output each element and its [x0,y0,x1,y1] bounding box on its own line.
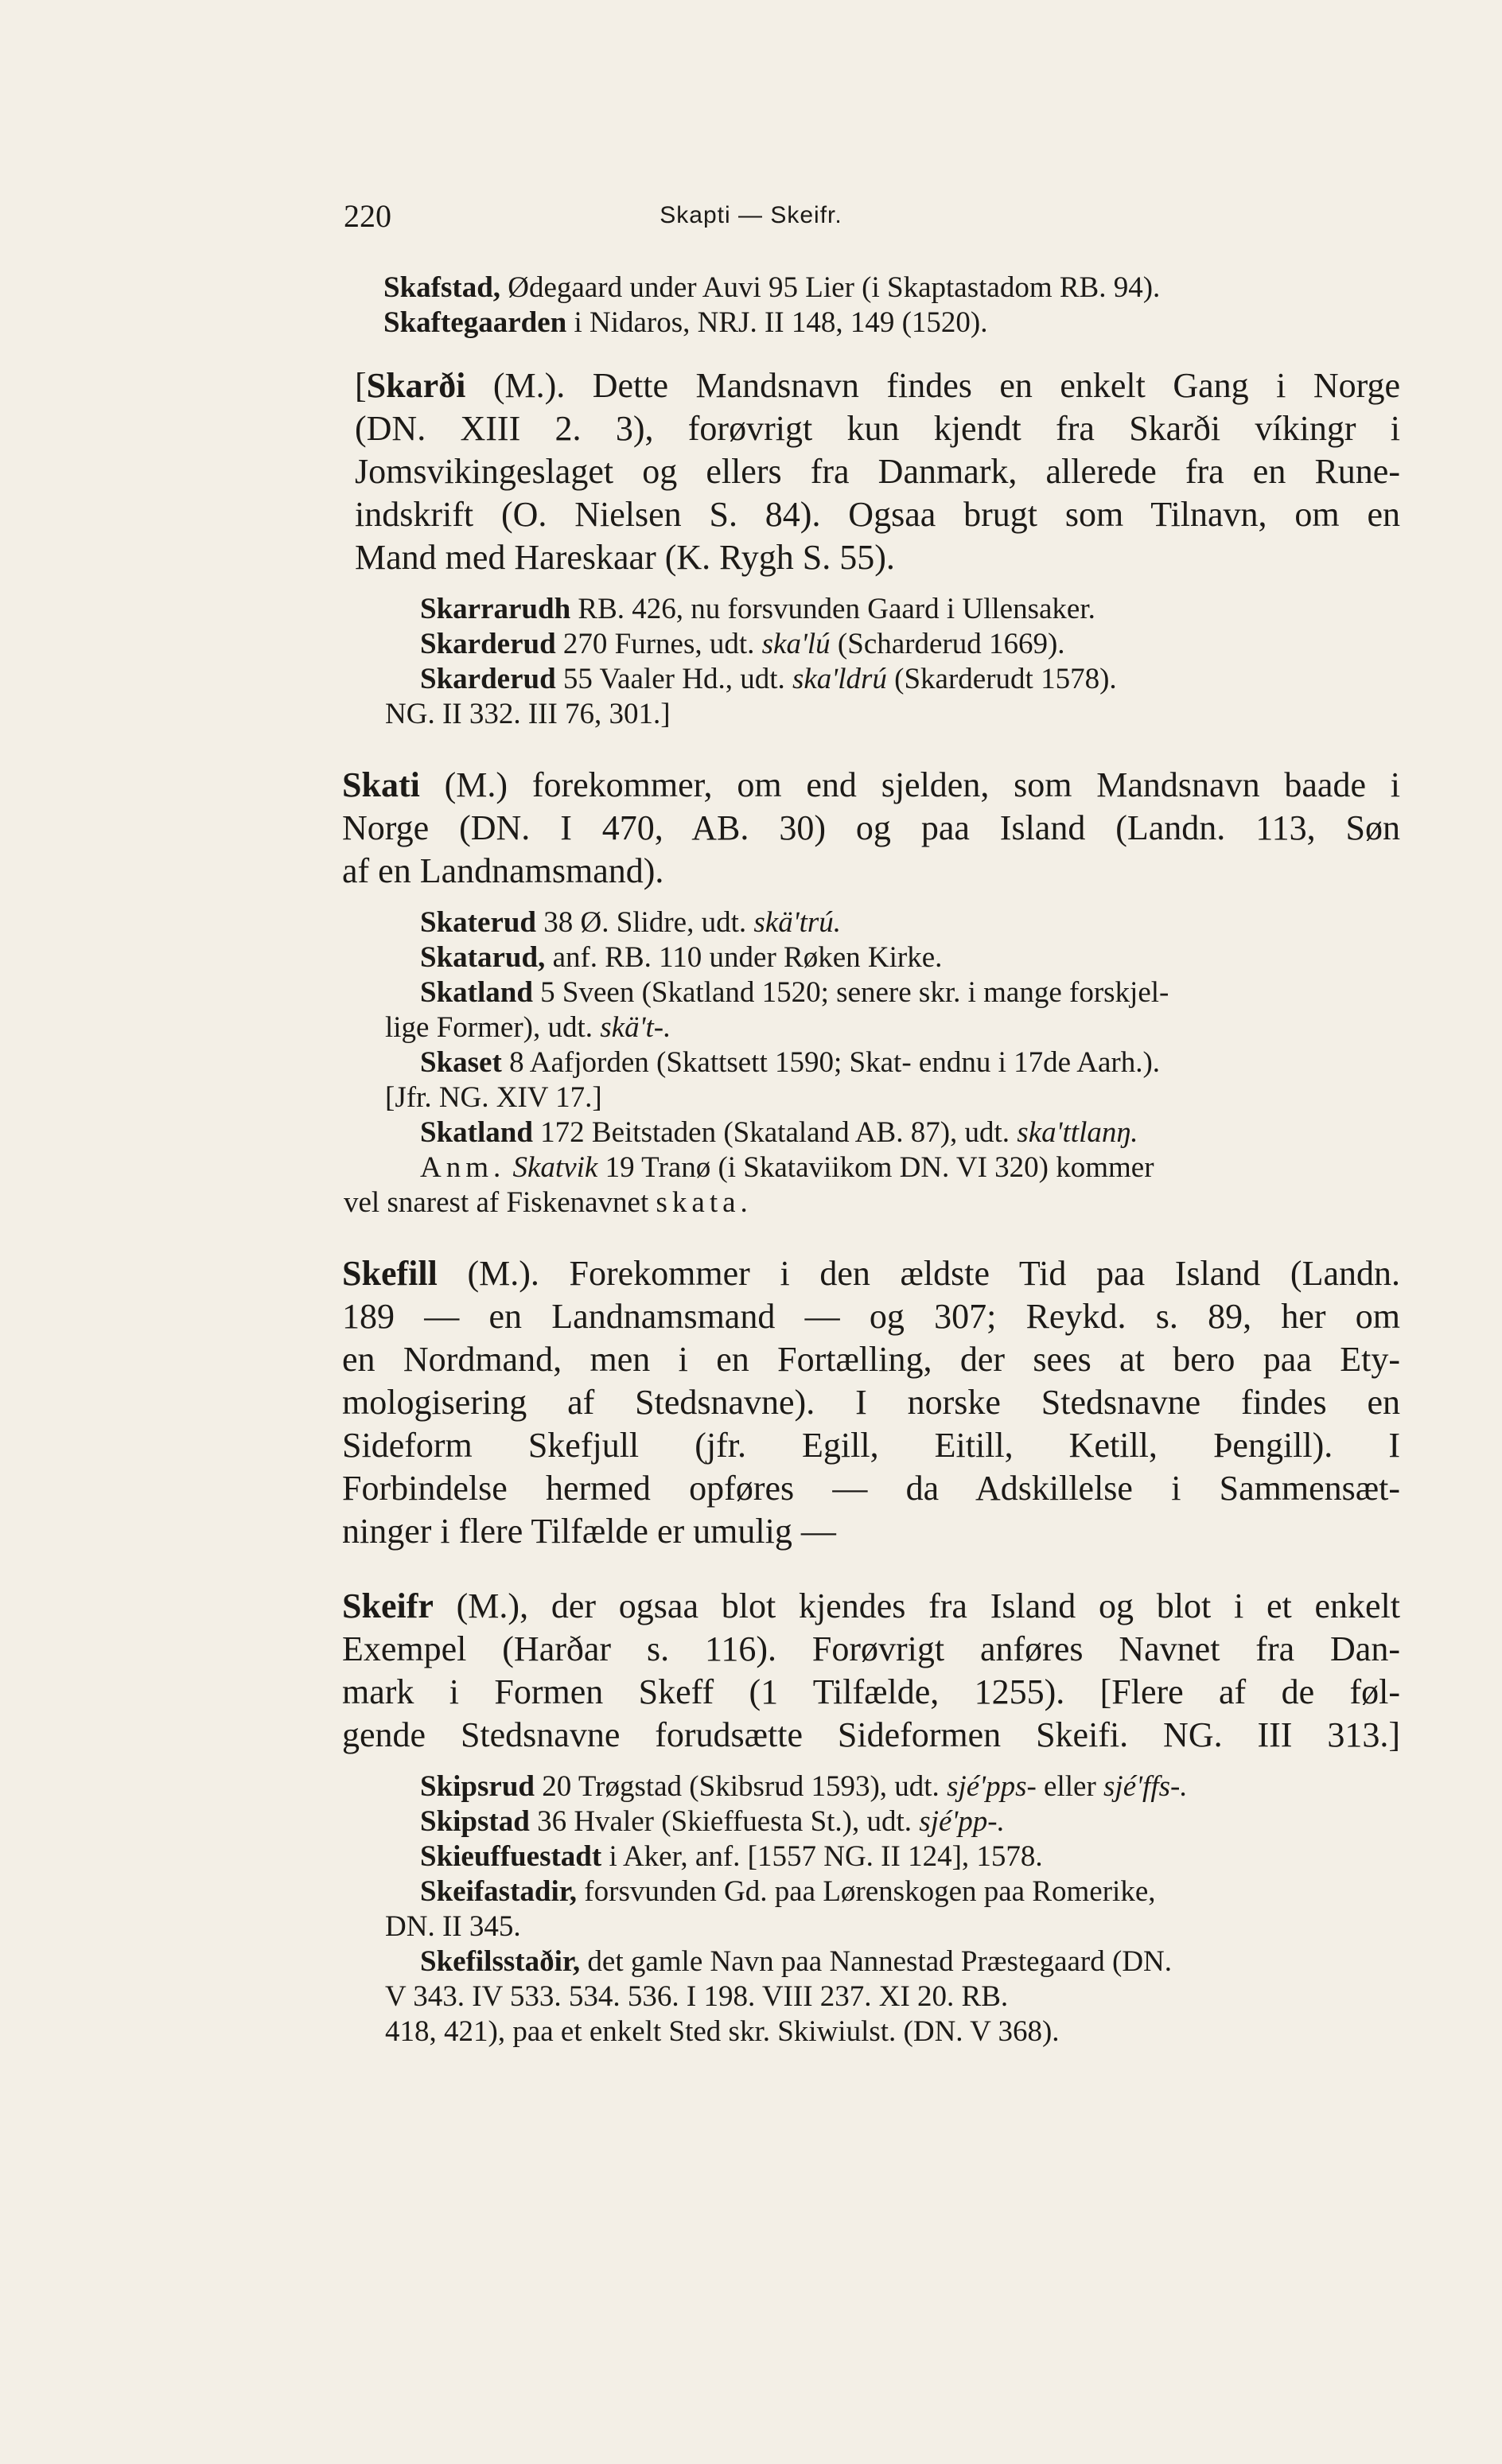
headword: Skefill [342,1254,438,1293]
entry-skeifastadir: Skeifastadir, forsvunden Gd. paa Lørenskogen paa Romerike, [420,1875,1156,1908]
headword: Skatland [420,1116,533,1149]
entry-skipsrud: Skipsrud 20 Trøgstad (Skibsrud 1593), udt. sjéʹpps- eller sjéʹffs-. [420,1770,1188,1803]
headword: Skatland [420,976,533,1009]
entry-skarderud-vaaler: Skarderud 55 Vaaler Hd., udt. skaʹldrú (Skarderudt 1578). [420,663,1117,695]
main-text [342,271,1400,2049]
headword: Skipstad [420,1805,530,1838]
pronunciation: sjéʹpps- [947,1770,1037,1803]
headword: Skarderud [420,663,556,695]
entry-skaterud: Skaterud 38 Ø. Slidre, udt. skäʹtrú. [420,906,842,939]
entry-skefilsstadir: Skefilsstaðir, det gamle Navn paa Nannestad Præstegaard (DN. [420,1945,1173,1978]
entry-skefill: Skefill (M.). Forekommer i den ældste Tid paa Island (Landn. 189 — en Landnamsmand — og 307; Reykd. s. 89, her om en Nordmand, men i en Fortælling, der sees at bero paa Ety- mologisering af Stedsnavne). I norske Stedsnavne findes en Sideform Skefjull (jfr. Egill, Eitill, Ketill, Þengill). I Forbindelse hermed opføres — da Adskillelse i Sammensæt- ninger i flere Tilfælde er umulig — [342,1254,1400,1551]
pronunciation: sjéʹpp-. [919,1805,1005,1838]
headword: Skipsrud [420,1770,535,1803]
pronunciation: sjéʹffs-. [1103,1770,1188,1803]
pronunciation: skaʹldrú [792,663,887,695]
headword: Skieuffuestadt [420,1840,602,1873]
pronunciation: Skatvik [512,1151,598,1184]
entry-skati: Skati (M.) forekommer, om end sjelden, som Mandsnavn baade i Norge (DN. I 470, AB. 30) og paa Island (Landn. 113, Søn af en Landnamsmand). [342,765,1400,890]
headword: Skarði [366,366,466,405]
headword: Skarderud [420,628,556,660]
running-head: Skapti — Skeifr. [660,202,842,228]
pronunciation: skäʹt-. [600,1011,671,1044]
headword: Skafstad, [383,271,501,304]
headword: Skatarud, [420,941,546,974]
pronunciation: skaʹttlanŋ. [1017,1116,1138,1149]
entry-anm: Anm. Skatvik 19 Tranø (i Skataviikom DN. VI 320) kommer [420,1151,1154,1184]
headword: Skati [342,765,420,804]
page-header [0,197,1502,245]
entry-skafstad: Skafstad, Ødegaard under Auvi 95 Lier (i Skaptastadom RB. 94). [383,271,1161,304]
entry-skatland-beitstaden: Skatland 172 Beitstaden (Skataland AB. 87), udt. skaʹttlanŋ. [420,1116,1138,1149]
entry-block-skipsrud: Skipsrud 20 Trøgstad (Skibsrud 1593), udt. sjéʹpps- eller sjéʹffs-. Skipstad 36 Hvaler (Skieffuesta St.), udt. sjéʹpp-. Skieuffuestadt i Aker, anf. [1557 NG. II 124], 1578. Skeifastadir, forsvunden Gd. paa Lørenskogen paa Romerike, DN. II 345. Skefilsstaðir, det gamle Navn paa Nannestad Præstegaard (DN. V 343. IV 533. 534. 536. I 198. VIII 237. XI 20. RB. 418, 421), paa et enkelt Sted skr. Skiwiulst. (DN. V 368). [342,1769,1400,2049]
headword: Skefilsstaðir, [420,1945,581,1978]
headword: Skaftegaarden [383,306,567,339]
headword: Skeifr [342,1586,434,1625]
entry-skaftegaarden: Skaftegaarden i Nidaros, NRJ. II 148, 149 (1520). [383,306,988,339]
entry-skipstad: Skipstad 36 Hvaler (Skieffuesta St.), udt. sjéʹpp-. [420,1805,1005,1838]
headword: Skeifastadir, [420,1875,578,1908]
headword: Skarrarudh [420,593,571,625]
entry-skarrarudh: Skarrarudh RB. 426, nu forsvunden Gaard i Ullensaker. [420,593,1095,625]
headword: Skaset [420,1046,502,1079]
entry-skaset: Skaset 8 Aafjorden (Skattsett 1590; Skat- endnu i 17de Aarh.). [420,1046,1161,1079]
entry-skieuffuestadt: Skieuffuestadt i Aker, anf. [1557 NG. II 124], 1578. [420,1840,1043,1873]
entry-block-skarderud: Skarrarudh RB. 426, nu forsvunden Gaard i Ullensaker. Skarderud 270 Furnes, udt. skaʹlú (Scharderud 1669). Skarderud 55 Vaaler Hd., udt. skaʹldrú (Skarderudt 1578). NG. II 332. III 76, 301.] [342,592,1400,732]
entry-skardi: [Skarði (M.). Dette Mandsnavn findes en enkelt Gang i Norge (DN. XIII 2. 3), forøvrigt kun kjendt fra Skarði víkingr i Jomsvikingeslaget og ellers fra Danmark, allerede fra en Rune- indskrift (O. Nielsen S. 84). Ogsaa brugt som Tilnavn, om en Mand med Hareskaar (K. Rygh S. 55). [355,366,1400,577]
entry-skatland-sveen: Skatland 5 Sveen (Skatland 1520; senere skr. i mange forskjel- [420,976,1169,1009]
entry-block-skafstad [342,271,1400,341]
entry-skarderud-furnes: Skarderud 270 Furnes, udt. skaʹlú (Scharderud 1669). [420,628,1065,660]
headword: Skaterud [420,906,536,939]
pronunciation: skäʹtrú. [753,906,842,939]
page-number: 220 [344,198,391,234]
entry-block-skaterud: Skaterud 38 Ø. Slidre, udt. skäʹtrú. Skatarud, anf. RB. 110 under Røken Kirke. Skatland 5 Sveen (Skatland 1520; senere skr. i mange forskjel- lige Former), udt. skäʹt-. Skaset 8 Aafjorden (Skattsett 1590; Skat- endnu i 17de Aarh.). [Jfr. NG. XIV 17.] Skatland 172 Beitstaden (Skataland AB. 87), udt. skaʹttlanŋ. Anm. Skatvik 19 Tranø (i Skataviikom DN. VI 320) kommer vel snarest af Fiskenavnet skata. [342,905,1400,1220]
entry-skeifr: Skeifr (M.), der ogsaa blot kjendes fra Island og blot i et enkelt Exempel (Harðar s. 116). Forøvrigt anføres Navnet fra Dan- mark i Formen Skeff (1 Tilfælde, 1255). [Flere af de føl- gende Stedsnavne forudsætte Sideformen Skeifi. NG. III 313.] [342,1586,1400,1754]
pronunciation: skaʹlú [761,628,831,660]
entry-skatarud: Skatarud, anf. RB. 110 under Røken Kirke. [420,941,943,974]
anm-label: Anm. [420,1151,506,1184]
